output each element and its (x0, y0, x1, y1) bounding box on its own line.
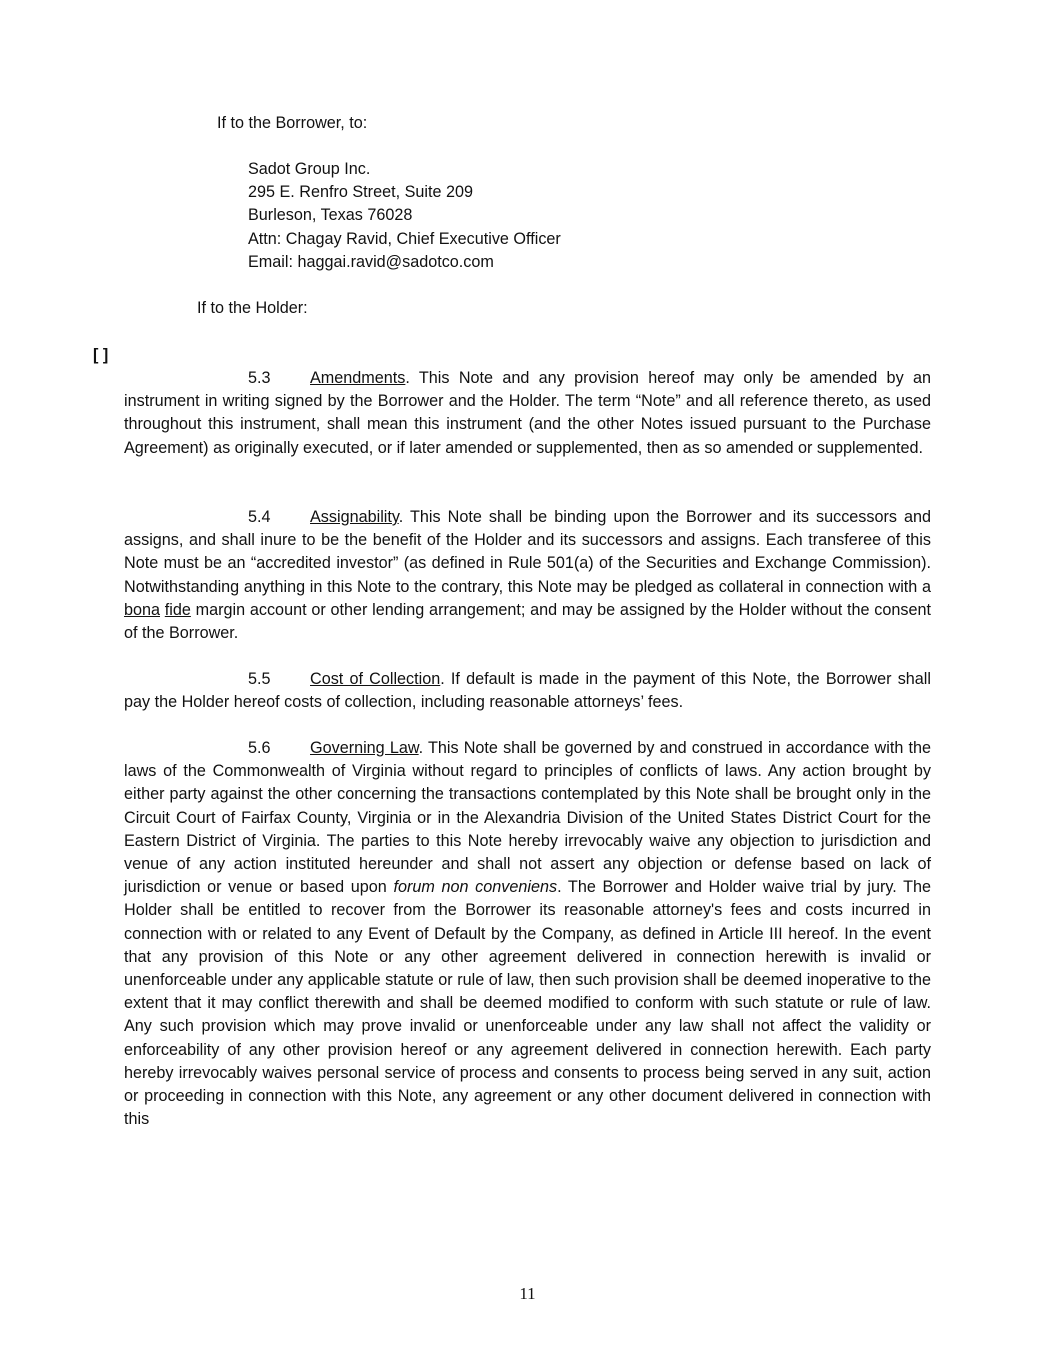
section-5-4-assignability (124, 506, 931, 645)
page-number: 11 (519, 1284, 536, 1303)
holder-notice-intro: If to the Holder: (197, 299, 308, 317)
section-text: . The Borrower and Holder waive trial by jury. The Holder shall be entitled to recover from the Borrower its reasonable attorney's fees and costs incurred in connection with or related to any Event of Default by the Company, as defined in Article III hereof. In the event that any provision of this Note or any other agreement delivered in connection herewith is invalid or unenforceable under any applicable statute or rule of law, then such provision shall be deemed inoperative to the extent that it may conflict therewith and shall be deemed modified to conform with such statute or rule of law. Any such provision which may prove invalid or unenforceable under any law shall not affect the validity or enforceability of any other provision hereof or any agreement delivered in connection herewith. Each party hereby irrevocably waives personal service of process and consents to process being served in any suit, action or proceeding in connection with this Note, any agreement or any other document delivered in connection with this (124, 878, 932, 1129)
forum-non-conveniens-term: forum non conveniens (393, 878, 558, 897)
section-number: 5.6 (248, 739, 271, 757)
section-5-5-cost-of-collection (124, 668, 931, 714)
section-number: 5.4 (248, 508, 271, 526)
bona-term: bona (124, 600, 161, 619)
section-heading: Cost of Collection (310, 670, 441, 688)
fide-term: fide (164, 600, 191, 619)
borrower-address-line: 295 E. Renfro Street, Suite 209 (248, 183, 473, 202)
section-text: . This Note and any provision hereof may only be amended by an instrument in writing signed by the Borrower and the Holder. The term “Note” and all reference thereto, as used throughout this instrument, shall mean this instrument (and the other Notes issued pursuant to the Purchase Agreement) as originally executed, or if later amended or supplemented, then as so amended or supplemented. (124, 369, 931, 457)
borrower-address-line: Burleson, Texas 76028 (248, 206, 413, 225)
section-heading: Assignability (310, 508, 399, 526)
borrower-address-line: Attn: Chagay Ravid, Chief Executive Officer (248, 229, 561, 248)
section-text: . This Note shall be binding upon the Borrower and its successors and assigns, and shall inure to be the benefit of the Holder and its successors and assigns. Each transferee of this Note must be an “accredited investor” (as defined in Rule 501(a) of the Securities and Exchange Commission). Notwithstanding anything in this Note to the contrary, this Note may be pledged as collateral in connection with a (124, 508, 931, 596)
section-text: . This Note shall be governed by and construed in accordance with the laws of the Commonwealth of Virginia without regard to principles of conflicts of laws. Any action brought by either party against the other concerning the transactions contemplated by this Note shall be brought only in the Circuit Court of Fairfax County, Virginia or in the Alexandria Division of the United States District Court for the Eastern District of Virginia. The parties to this Note hereby irrevocably waive any objection to jurisdiction and venue of any action instituted hereunder and shall not assert any objection or defense based on lack of jurisdiction or venue or based upon (124, 739, 931, 897)
borrower-address-block (248, 158, 561, 274)
borrower-address-line: Sadot Group Inc. (248, 160, 371, 178)
section-number: 5.3 (248, 369, 271, 387)
section-heading: Amendments (310, 369, 406, 387)
section-number: 5.5 (248, 670, 271, 688)
section-heading: Governing Law (310, 739, 419, 757)
holder-address-placeholder: [ ] (93, 346, 109, 364)
section-5-6-governing-law (124, 737, 931, 1131)
borrower-email-line: Email: haggai.ravid@sadotco.com (248, 252, 494, 271)
section-text: margin account or other lending arrangement; and may be assigned by the Holder without the consent of the Borrower. (124, 600, 932, 643)
section-text: . If default is made in the payment of this Note, the Borrower shall pay the Holder hereof costs of collection, including reasonable attorneys’ fees. (124, 670, 931, 712)
section-5-3-amendments (124, 367, 931, 460)
borrower-notice-intro: If to the Borrower, to: (217, 114, 368, 132)
